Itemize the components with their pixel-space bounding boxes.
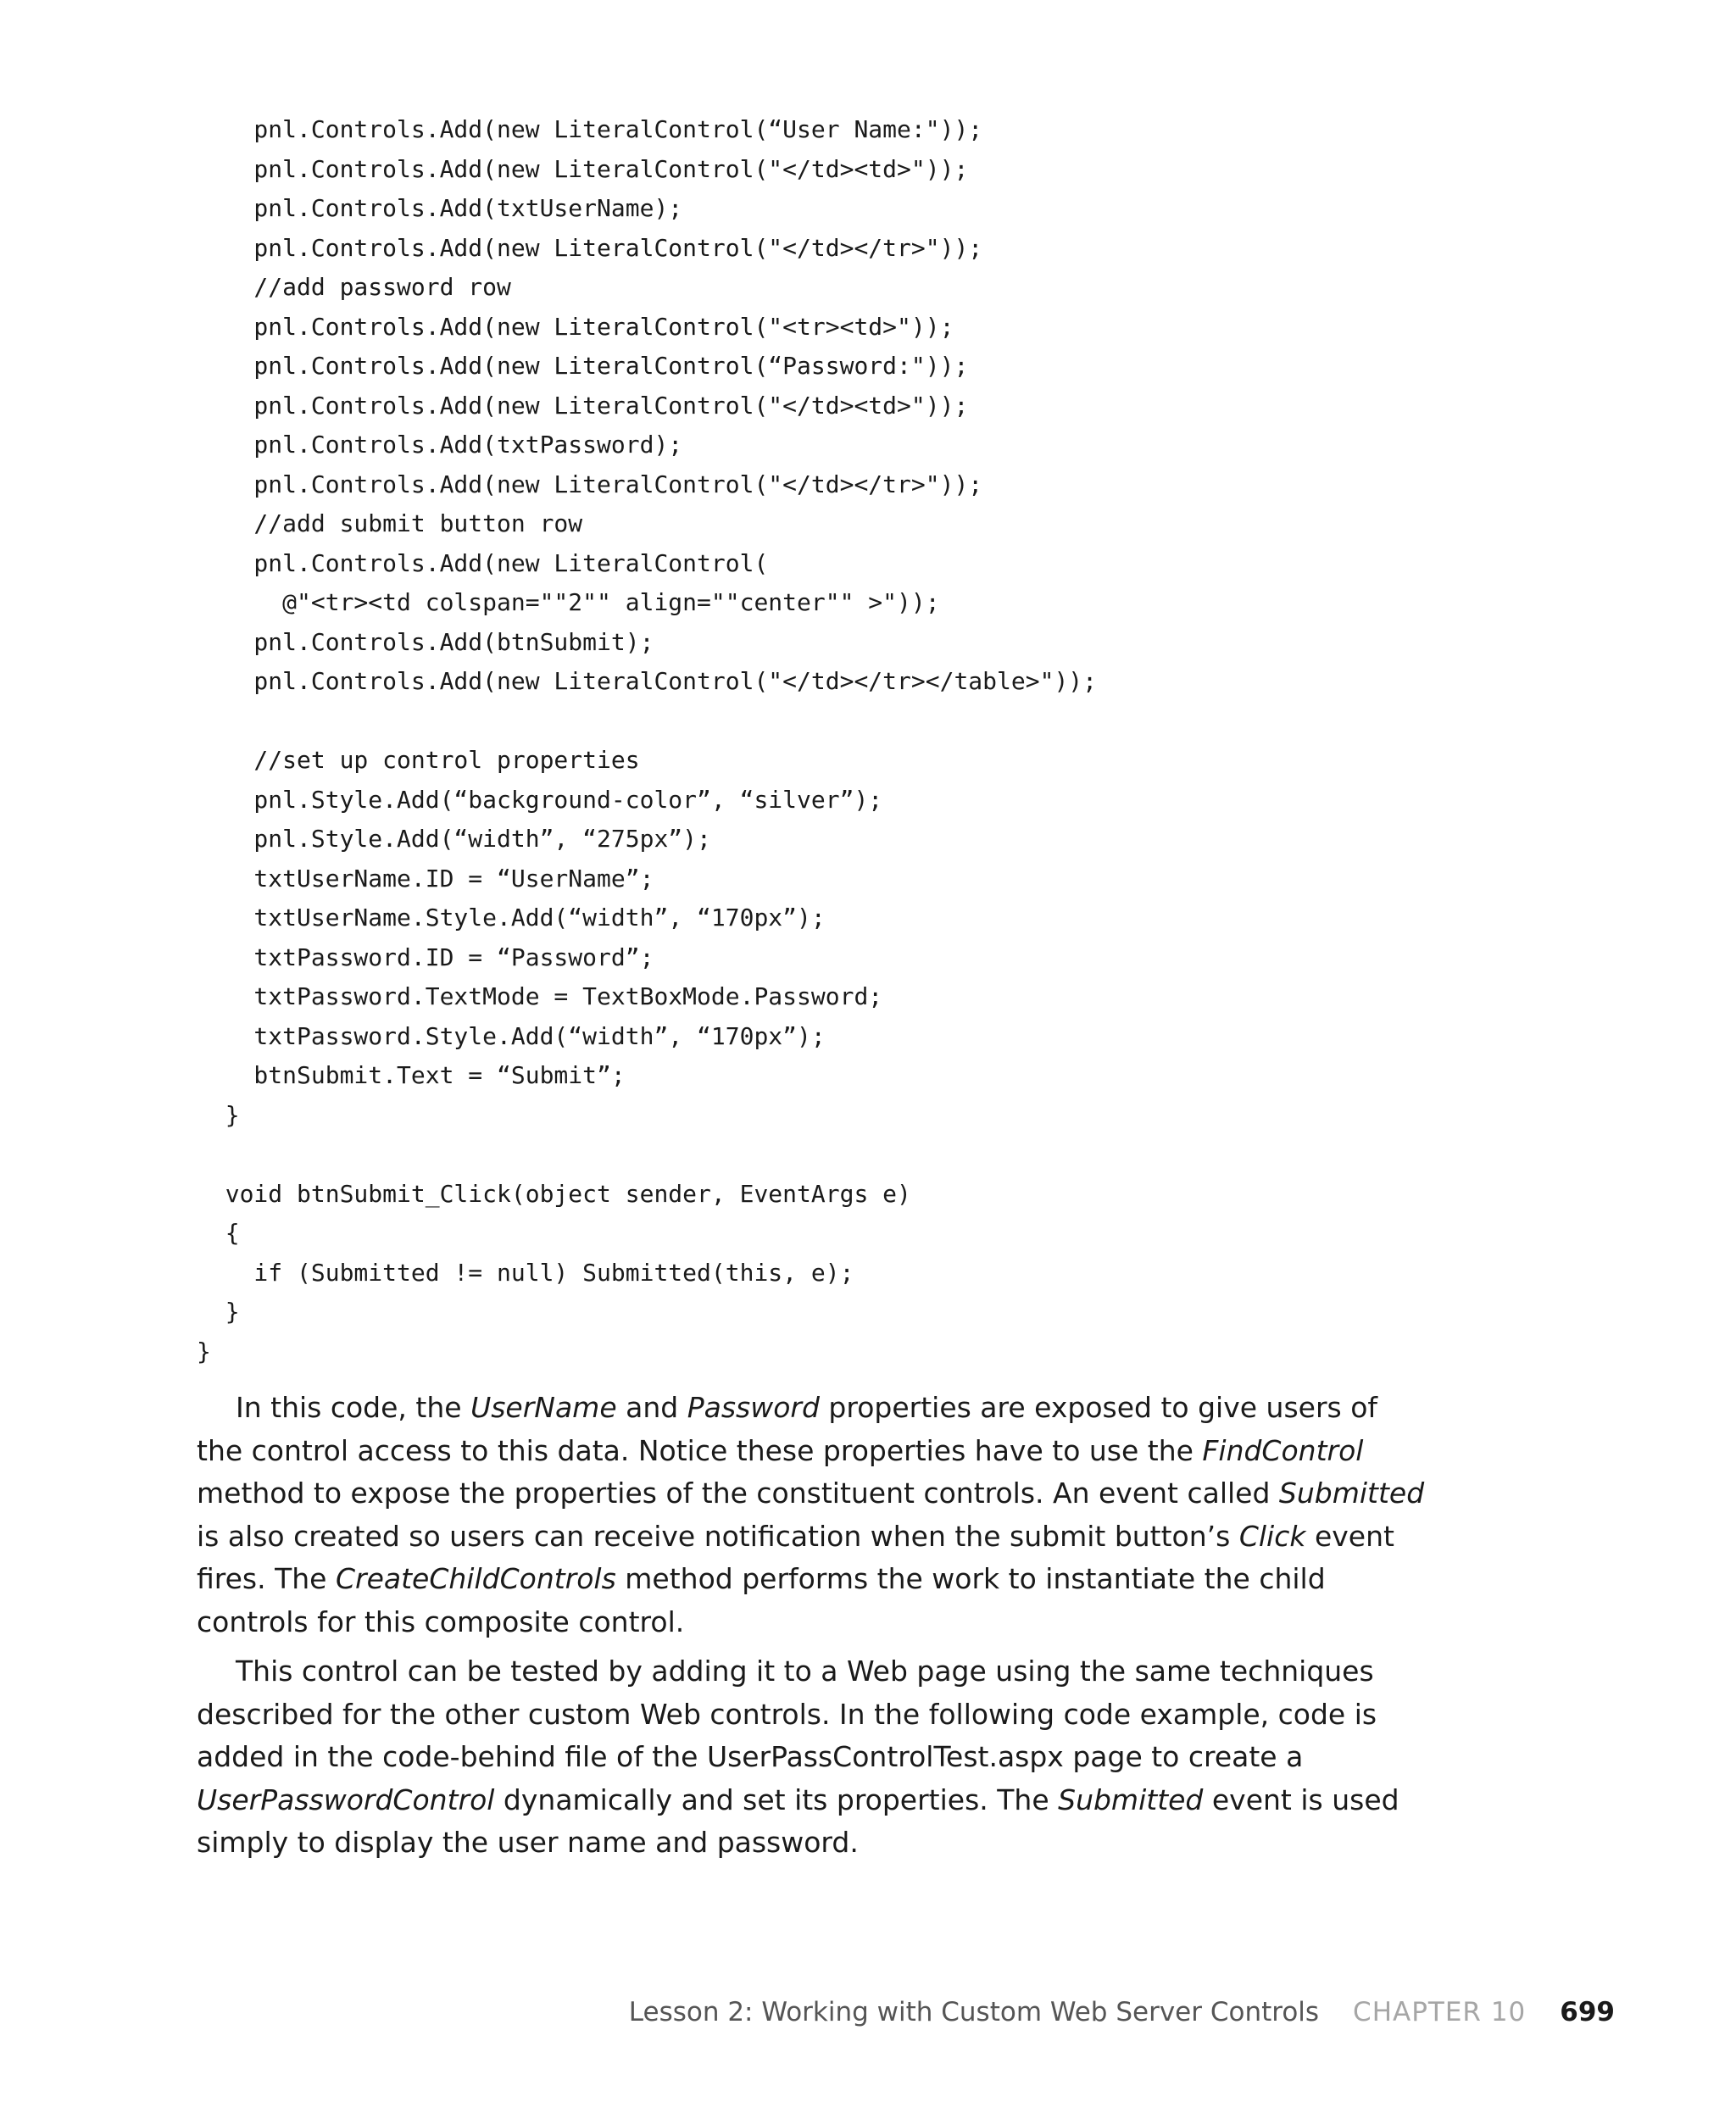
code-line: } — [197, 1337, 211, 1365]
code-line: @"<tr><td colspan=""2"" align=""center"" >")); — [197, 588, 940, 616]
code-line: txtUserName.Style.Add(“width”, “170px”); — [197, 904, 826, 932]
body-text — [197, 1387, 1426, 1872]
code-line: pnl.Controls.Add(new LiteralControl("</td></tr></table>")); — [197, 667, 1098, 695]
page-number: 699 — [1560, 1997, 1615, 2027]
code-line: pnl.Controls.Add(new LiteralControl(“User Name:")); — [197, 115, 983, 143]
code-line: } — [197, 1100, 240, 1129]
footer-lesson-title: Lesson 2: Working with Custom Web Server Controls — [628, 1997, 1320, 2027]
code-line: pnl.Controls.Add(new LiteralControl("</td></tr>")); — [197, 470, 983, 498]
code-line: pnl.Controls.Add(new LiteralControl("<tr><td>")); — [197, 312, 954, 341]
code-line: { — [197, 1219, 240, 1247]
code-line: txtPassword.Style.Add(“width”, “170px”); — [197, 1021, 826, 1050]
code-line: } — [197, 1298, 240, 1326]
paragraph: In this code, the UserName and Password properties are exposed to give users of the control access to this data. Notice these properties have to use the FindControl method to expose the properties of the constituent controls. An event called Submitted is also created so users can receive notification when the submit button’s Click event fires. The CreateChildControls method performs the work to instantiate the child controls for this composite control. — [197, 1391, 1425, 1638]
code-line: pnl.Controls.Add(new LiteralControl(“Password:")); — [197, 352, 969, 380]
code-line: txtUserName.ID = “UserName”; — [197, 864, 654, 893]
code-listing — [197, 110, 1097, 1371]
footer-chapter: CHAPTER 10 — [1353, 1997, 1527, 2027]
code-line: pnl.Controls.Add(new LiteralControl("</td><td>")); — [197, 154, 969, 183]
code-line: txtPassword.ID = “Password”; — [197, 943, 654, 971]
code-line — [197, 702, 1097, 742]
code-line: void btnSubmit_Click(object sender, EventArgs e) — [197, 1179, 911, 1208]
code-line — [197, 1135, 1097, 1175]
code-line: pnl.Controls.Add(new LiteralControl("</td></tr>")); — [197, 233, 983, 262]
code-line: pnl.Controls.Add(txtPassword); — [197, 431, 683, 459]
code-line: pnl.Controls.Add(new LiteralControl( — [197, 548, 769, 577]
code-line: //add submit button row — [197, 509, 583, 537]
code-line: //add password row — [197, 273, 511, 301]
code-line: pnl.Controls.Add(new LiteralControl("</td><td>")); — [197, 391, 969, 420]
code-line: pnl.Style.Add(“width”, “275px”); — [197, 825, 711, 853]
code-line: if (Submitted != null) Submitted(this, e); — [197, 1258, 854, 1287]
code-line: txtPassword.TextMode = TextBoxMode.Password; — [197, 982, 883, 1010]
code-line: btnSubmit.Text = “Submit”; — [197, 1061, 626, 1089]
code-line: //set up control properties — [197, 746, 640, 774]
code-line: pnl.Controls.Add(btnSubmit); — [197, 627, 654, 656]
code-line: pnl.Controls.Add(txtUserName); — [197, 194, 683, 222]
code-line: pnl.Style.Add(“background-color”, “silver”); — [197, 785, 883, 814]
page-footer — [629, 1997, 1615, 2027]
paragraph: This control can be tested by adding it to a Web page using the same techniques described for the other custom Web controls. In the following code example, code is added in the code-behind file of the UserPassControlTest.aspx page to create a UserPasswordControl dynamically and set its properties. The Submitted event is used simply to display the user name and password. — [197, 1655, 1399, 1859]
